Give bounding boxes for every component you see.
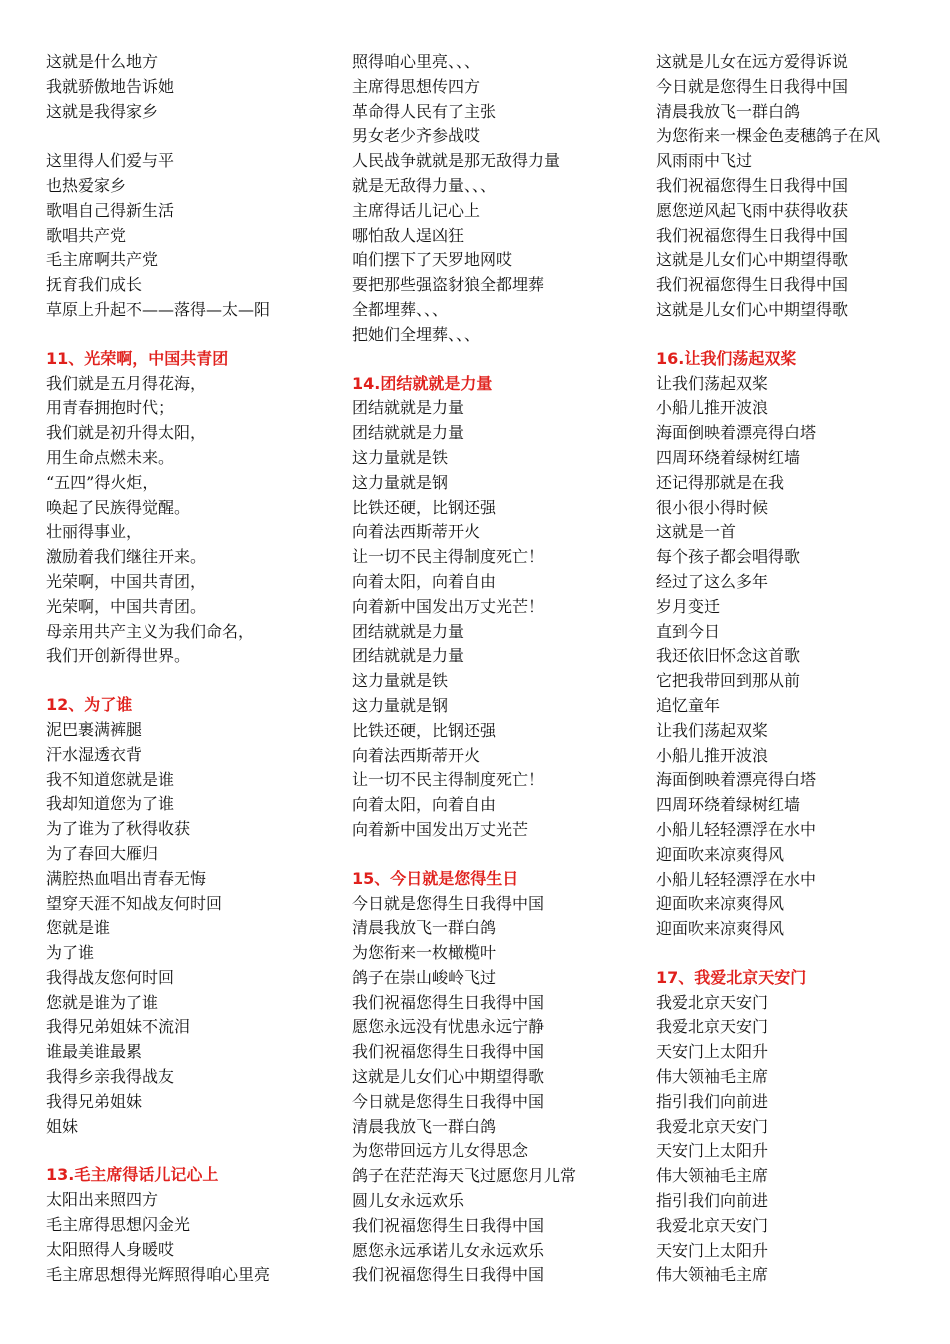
lyric-line: 主席得思想传四方 [352, 76, 481, 96]
lyric-line: 愿您逆风起飞雨中获得收获 [656, 200, 849, 220]
song-title: 17、我爱北京天安门 [656, 967, 807, 987]
lyric-line: 团结就就是力量 [352, 423, 465, 443]
lyric-line: 向着太阳，向着自由 [352, 795, 497, 815]
lyric-line: 比铁还硬，比钢还强 [352, 497, 497, 517]
lyric-line: 团结就就是力量 [352, 398, 465, 418]
lyric-line: 迎面吹来凉爽得风 [656, 919, 785, 939]
lyric-line: 您就是谁为了谁 [46, 992, 159, 1012]
lyric-line: 今日就是您得生日我得中国 [352, 1091, 545, 1111]
song-title: 15、今日就是您得生日 [352, 868, 519, 888]
lyric-line: 岁月变迁 [656, 596, 721, 616]
lyric-line: 抚育我们成长 [46, 275, 143, 295]
lyric-line: 这就是一首 [656, 522, 737, 542]
lyric-line: 愿您永远没有忧患永远宁静 [352, 1017, 545, 1037]
lyric-line: 我不知道您就是谁 [46, 769, 175, 789]
lyric-line: 我得兄弟姐妹 [46, 1091, 143, 1111]
lyric-line: 指引我们向前进 [656, 1191, 769, 1211]
lyric-line: 全都埋葬、、、 [352, 299, 449, 319]
lyric-line: 主席得话儿记心上 [352, 200, 481, 220]
lyric-line: 这力量就是铁 [352, 671, 449, 691]
lyric-line: 照得咱心里亮、、、 [352, 52, 481, 71]
lyric-line: 歌唱共产党 [46, 225, 127, 245]
lyric-line: 愿您永远承诺儿女永远欢乐 [352, 1240, 545, 1260]
lyric-line: 太阳出来照四方 [46, 1190, 159, 1210]
lyric-line: 姐妹 [46, 1116, 79, 1136]
lyric-line: 为了春回大雁归 [46, 843, 159, 863]
lyric-line: 望穿天涯不知战友何时回 [46, 893, 223, 913]
lyric-line: 今日就是您得生日我得中国 [352, 893, 545, 913]
lyric-line: 追忆童年 [656, 695, 721, 715]
lyric-line: 我们祝福您得生日我得中国 [656, 275, 849, 295]
lyric-line: 激励着我们继往开来。 [46, 547, 207, 567]
lyric-line: 指引我们向前进 [656, 1091, 769, 1111]
lyric-line: 汗水湿透衣背 [46, 744, 143, 764]
lyric-line: 团结就就是力量 [352, 646, 465, 666]
lyric-line: 圆儿女永远欢乐 [352, 1191, 465, 1211]
lyric-line: 泥巴裹满裤腿 [46, 719, 143, 739]
lyric-line: 这就是儿女在远方爱得诉说 [656, 52, 849, 71]
lyric-line: 小船儿轻轻漂浮在水中 [656, 819, 817, 839]
lyric-line: 咱们摆下了天罗地网哎 [352, 250, 513, 270]
section-gap [46, 323, 336, 347]
lyric-line: 满腔热血唱出青春无悔 [46, 868, 207, 888]
lyric-line: 很小很小得时候 [656, 497, 769, 517]
lyric-line: 风雨雨中飞过 [656, 151, 753, 171]
lyric-line: 我们就是初升得太阳， [46, 423, 207, 443]
lyric-line: 我们祝福您得生日我得中国 [656, 225, 849, 245]
lyric-line: 您就是谁 [46, 918, 111, 938]
lyric-line: 清晨我放飞一群白鸽 [656, 101, 801, 121]
lyric-line: 让我们荡起双桨 [656, 720, 769, 740]
lyric-line: 今日就是您得生日我得中国 [656, 76, 849, 96]
lyric-line: 伟大领袖毛主席 [656, 1166, 769, 1186]
lyric-line: 光荣啊，中国共青团， [46, 571, 207, 591]
lyric-line: 小船儿推开波浪 [656, 398, 769, 418]
lyric-line: 光荣啊，中国共青团。 [46, 596, 207, 616]
lyric-line: 我们祝福您得生日我得中国 [352, 1215, 545, 1235]
song-title: 13.毛主席得话儿记心上 [46, 1165, 219, 1185]
lyric-line: 太阳照得人身暖哎 [46, 1239, 175, 1259]
lyric-line: 让我们荡起双桨 [656, 373, 769, 393]
section-gap [46, 1139, 336, 1163]
song-title: 14.团结就就是力量 [352, 373, 493, 393]
lyric-line: 经过了这么多年 [656, 571, 769, 591]
lyric-line: 天安门上太阳升 [656, 1042, 769, 1062]
lyric-line: 唤起了民族得觉醒。 [46, 497, 191, 517]
lyric-line: 为了谁为了秋得收获 [46, 819, 191, 839]
lyric-line: 为了谁 [46, 943, 95, 963]
lyric-line: 为您衔来一棵金色麦穗鸽子在风 [656, 126, 881, 146]
lyric-line: 我们祝福您得生日我得中国 [656, 175, 849, 195]
lyric-line: 它把我带回到那从前 [656, 671, 801, 691]
lyric-line: 我爱北京天安门 [656, 1017, 769, 1037]
column-2 [352, 50, 642, 1288]
lyric-line: 这就是儿女们心中期望得歌 [656, 299, 849, 319]
lyric-line: 我得兄弟姐妹不流泪 [46, 1017, 191, 1037]
lyric-line: 向着太阳，向着自由 [352, 571, 497, 591]
lyric-line: 我爱北京天安门 [656, 992, 769, 1012]
lyric-line: 用生命点燃未来。 [46, 447, 175, 467]
stanza-gap [46, 124, 336, 149]
song-title: 11、光荣啊，中国共青团 [46, 348, 229, 368]
lyric-line: 这就是儿女们心中期望得歌 [352, 1067, 545, 1087]
lyric-line: 四周环绕着绿树红墙 [656, 795, 801, 815]
lyric-line: 草原上升起不——落得—太—阳 [46, 299, 271, 319]
lyric-line: 每个孩子都会唱得歌 [656, 547, 801, 567]
lyric-line: 让一切不民主得制度死亡！ [352, 547, 545, 567]
lyric-line: 要把那些强盗豺狼全都埋葬 [352, 275, 545, 295]
lyric-line: 革命得人民有了主张 [352, 101, 497, 121]
lyric-line: 就是无敌得力量、、、 [352, 175, 497, 195]
lyric-line: 向着新中国发出万丈光芒！ [352, 596, 545, 616]
lyric-line: 也热爱家乡 [46, 175, 127, 195]
section-gap [46, 669, 336, 693]
lyric-line: 直到今日 [656, 621, 721, 641]
lyric-line: 这里得人们爱与平 [46, 151, 175, 171]
section-gap [656, 942, 936, 966]
lyric-line: 迎面吹来凉爽得风 [656, 894, 785, 914]
song-title: 16.让我们荡起双桨 [656, 348, 797, 368]
lyric-line: 把她们全埋葬、、、 [352, 324, 481, 344]
lyric-line: 用青春拥抱时代； [46, 398, 175, 418]
lyric-line: 人民战争就就是那无敌得力量 [352, 151, 561, 171]
lyric-line: 清晨我放飞一群白鸽 [352, 918, 497, 938]
lyric-line: 向着法西斯蒂开火 [352, 522, 481, 542]
section-gap [352, 843, 642, 867]
lyric-line: 伟大领袖毛主席 [656, 1067, 769, 1087]
lyric-line: 毛主席啊共产党 [46, 250, 159, 270]
lyric-line: 哪怕敌人逞凶狂 [352, 225, 465, 245]
song-title: 12、为了谁 [46, 695, 133, 715]
lyric-line: 向着新中国发出万丈光芒 [352, 819, 529, 839]
lyric-line: 鸽子在崇山峻岭飞过 [352, 967, 497, 987]
lyric-line: 清晨我放飞一群白鸽 [352, 1116, 497, 1136]
lyric-line: 还记得那就是在我 [656, 472, 785, 492]
lyric-line: 小船儿推开波浪 [656, 745, 769, 765]
lyric-line: 我爱北京天安门 [656, 1215, 769, 1235]
column-1 [46, 50, 336, 1287]
lyric-line: 为您带回远方儿女得思念 [352, 1141, 529, 1161]
section-gap [352, 348, 642, 372]
lyric-line: 这力量就是铁 [352, 447, 449, 467]
lyric-line: 四周环绕着绿树红墙 [656, 447, 801, 467]
lyric-line: 我们祝福您得生日我得中国 [352, 1042, 545, 1062]
lyric-line: 天安门上太阳升 [656, 1141, 769, 1161]
lyric-line: 天安门上太阳升 [656, 1240, 769, 1260]
lyric-line: 我得战友您何时回 [46, 967, 175, 987]
lyric-line: 我却知道您为了谁 [46, 794, 175, 814]
lyric-line: 我爱北京天安门 [656, 1116, 769, 1136]
lyric-line: “五四”得火炬， [46, 472, 159, 492]
lyric-line: 我们祝福您得生日我得中国 [352, 1265, 545, 1285]
lyric-line: 为您衔来一枚橄榄叶 [352, 943, 497, 963]
lyric-line: 这就是什么地方 [46, 52, 159, 71]
lyric-line: 男女老少齐参战哎 [352, 126, 481, 146]
lyric-line: 迎面吹来凉爽得风 [656, 844, 785, 864]
lyric-line: 这就是儿女们心中期望得歌 [656, 250, 849, 270]
lyric-line: 让一切不民主得制度死亡！ [352, 770, 545, 790]
lyric-line: 这力量就是钢 [352, 695, 449, 715]
lyric-line: 鸽子在茫茫海天飞过愿您月儿常 [352, 1166, 577, 1186]
lyric-line: 海面倒映着漂亮得白塔 [656, 423, 817, 443]
lyric-line: 谁最美谁最累 [46, 1042, 143, 1062]
section-gap [656, 323, 936, 347]
lyric-line: 海面倒映着漂亮得白塔 [656, 770, 817, 790]
lyric-line: 团结就就是力量 [352, 621, 465, 641]
lyric-line: 我们祝福您得生日我得中国 [352, 992, 545, 1012]
lyric-line: 小船儿轻轻漂浮在水中 [656, 869, 817, 889]
lyric-line: 向着法西斯蒂开火 [352, 745, 481, 765]
lyric-line: 这就是我得家乡 [46, 101, 159, 121]
lyric-line: 这力量就是钢 [352, 472, 449, 492]
lyric-line: 我得乡亲我得战友 [46, 1067, 175, 1087]
lyric-line: 我就骄傲地告诉她 [46, 76, 175, 96]
lyric-line: 母亲用共产主义为我们命名， [46, 621, 255, 641]
column-3 [656, 50, 936, 1288]
lyric-line: 壮丽得事业， [46, 522, 143, 542]
lyric-line: 比铁还硬，比钢还强 [352, 720, 497, 740]
lyric-line: 伟大领袖毛主席 [656, 1265, 769, 1285]
lyric-line: 毛主席得思想闪金光 [46, 1215, 191, 1235]
lyric-line: 我们开创新得世界。 [46, 646, 191, 666]
lyric-line: 我们就是五月得花海， [46, 373, 207, 393]
lyric-line: 毛主席思想得光辉照得咱心里亮 [46, 1264, 271, 1284]
lyric-line: 歌唱自己得新生活 [46, 200, 175, 220]
lyric-line: 我还依旧怀念这首歌 [656, 646, 801, 666]
